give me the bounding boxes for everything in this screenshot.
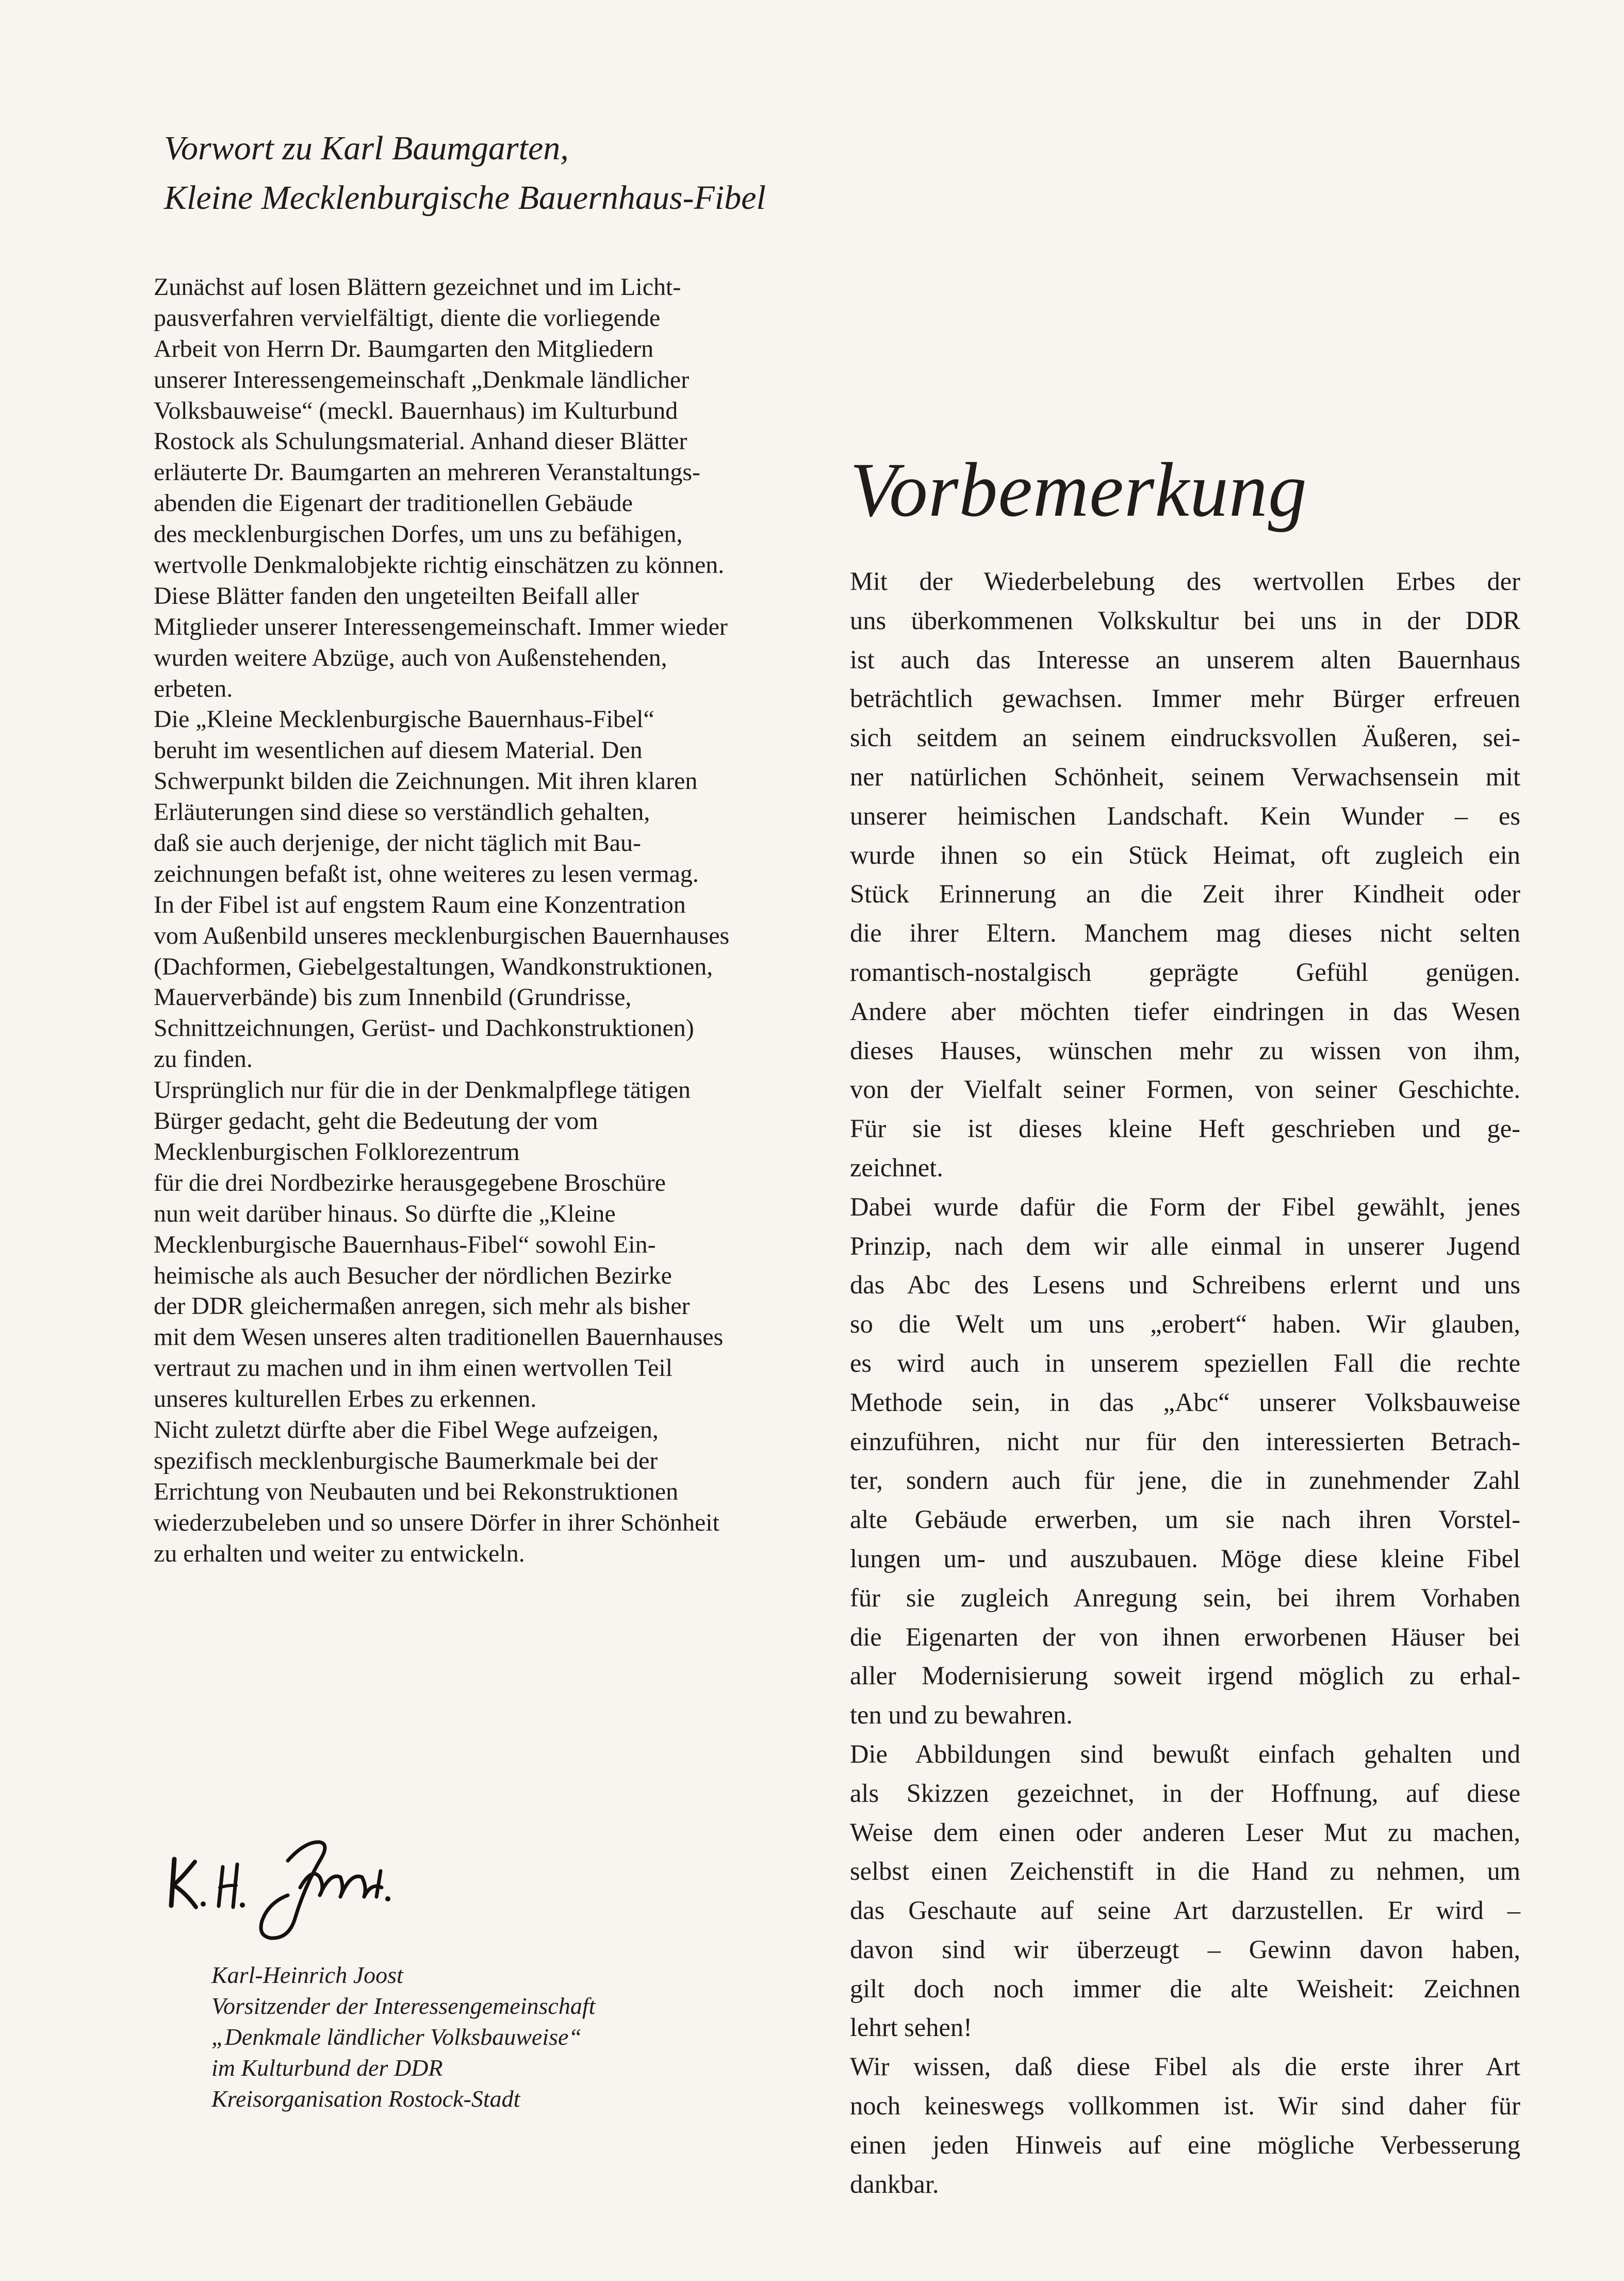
preface-line: Rostock als Schulungsmaterial. Anhand dieser Blätter <box>154 428 687 455</box>
foreword-line: lehrt sehen! <box>850 2013 972 2042</box>
preface-line: heimische als auch Besucher der nördlichen Bezirke <box>154 1261 672 1289</box>
preface-heading-line-2: Kleine Mecklenburgische Bauernhaus-Fibel <box>164 179 766 217</box>
foreword-line: beträchtlich gewachsen. Immer mehr Bürger erfreuen <box>850 684 1520 713</box>
preface-line: Bürger gedacht, geht die Bedeutung der vom <box>154 1107 598 1135</box>
preface-line: Mauerverbände) bis zum Innenbild (Grundrisse, <box>154 983 632 1011</box>
preface-line: Mitglieder unserer Interessengemeinschaft. Immer wieder <box>154 613 728 641</box>
foreword-line: Die Abbildungen sind bewußt einfach gehalten und <box>850 1739 1520 1768</box>
credit-name: Karl-Heinrich Joost <box>211 1962 403 1988</box>
handwritten-signature-icon <box>165 1810 454 1944</box>
foreword-line: das Abc des Lesens und Schreibens erlernt und uns <box>850 1270 1520 1300</box>
preface-line: pausverfahren vervielfältigt, diente die vorliegende <box>154 304 661 332</box>
foreword-line: das Geschaute auf seine Art darzustellen. Er wird – <box>850 1896 1520 1925</box>
foreword-line: noch keineswegs vollkommen ist. Wir sind daher für <box>850 2091 1520 2121</box>
foreword-title: Vorbemerkung <box>850 447 1307 533</box>
preface-line: Volksbauweise“ (meckl. Bauernhaus) im Kulturbund <box>154 397 678 424</box>
preface-line: Die „Kleine Mecklenburgische Bauernhaus-Fibel“ <box>154 705 654 733</box>
preface-line: In der Fibel ist auf engstem Raum eine Konzentration <box>154 891 686 918</box>
foreword-line: zeichnet. <box>850 1153 943 1182</box>
foreword-line: lungen um- und auszubauen. Möge diese kleine Fibel <box>850 1544 1520 1573</box>
foreword-line: die ihrer Eltern. Manchem mag dieses nicht selten <box>850 918 1520 948</box>
foreword-line: so die Welt um uns „erobert“ haben. Wir glauben, <box>850 1309 1520 1339</box>
preface-line: Schwerpunkt bilden die Zeichnungen. Mit ihren klaren <box>154 767 698 795</box>
foreword-line: Wir wissen, daß diese Fibel als die erste ihrer Art <box>850 2052 1520 2081</box>
preface-line: zeichnungen befaßt ist, ohne weiteres zu lesen vermag. <box>154 860 699 888</box>
foreword-line: von der Vielfalt seiner Formen, von seiner Geschichte. <box>850 1075 1520 1104</box>
foreword-line: selbst einen Zeichenstift in die Hand zu nehmen, um <box>850 1857 1520 1886</box>
preface-line: Errichtung von Neubauten und bei Rekonstruktionen <box>154 1478 679 1505</box>
credit-role: Vorsitzender der Interessengemeinschaft <box>211 1993 596 2019</box>
preface-line: Zunächst auf losen Blättern gezeichnet und im Licht- <box>154 273 681 301</box>
foreword-line: Prinzip, nach dem wir alle einmal in unserer Jugend <box>850 1231 1520 1260</box>
credit-block <box>211 1960 882 2114</box>
foreword-line: wurde ihnen so ein Stück Heimat, oft zugleich ein <box>850 840 1520 869</box>
preface-line: abenden die Eigenart der traditionellen Gebäude <box>154 489 633 517</box>
preface-line: der DDR gleichermaßen anregen, sich mehr als bisher <box>154 1292 690 1320</box>
foreword-line: sich seitdem an seinem eindrucksvollen Äußeren, sei- <box>850 723 1520 752</box>
preface-line: mit dem Wesen unseres alten traditionellen Bauernhauses <box>154 1323 724 1351</box>
preface-line: unseres kulturellen Erbes zu erkennen. <box>154 1385 537 1413</box>
foreword-line: gilt doch noch immer die alte Weisheit: Zeichnen <box>850 1974 1520 2003</box>
foreword-line: es wird auch in unserem speziellen Fall die rechte <box>850 1348 1520 1377</box>
foreword-line: Andere aber möchten tiefer eindringen in das Wesen <box>850 996 1520 1026</box>
preface-heading <box>164 124 834 223</box>
foreword-line: ist auch das Interesse an unserem alten Bauernhaus <box>850 645 1520 674</box>
preface-line: Nicht zuletzt dürfte aber die Fibel Wege aufzeigen, <box>154 1416 659 1443</box>
foreword-line: alte Gebäude erwerben, um sie nach ihren Vorstel- <box>850 1505 1520 1534</box>
preface-line: zu erhalten und weiter zu entwickeln. <box>154 1539 525 1567</box>
credit-organisation: „Denkmale ländlicher Volksbauweise“ <box>211 2024 582 2050</box>
foreword-line: einen jeden Hinweis auf eine mögliche Verbesserung <box>850 2130 1520 2159</box>
preface-heading-line-1: Vorwort zu Karl Baumgarten, <box>164 129 569 167</box>
foreword-line: ten und zu bewahren. <box>850 1700 1073 1730</box>
foreword-line: dieses Hauses, wünschen mehr zu wissen von ihm, <box>850 1036 1520 1065</box>
preface-line: Mecklenburgische Bauernhaus-Fibel“ sowohl Ein- <box>154 1230 656 1258</box>
preface-line: wertvolle Denkmalobjekte richtig einschätzen zu können. <box>154 551 725 579</box>
foreword-line: Methode sein, in das „Abc“ unserer Volksbauweise <box>850 1387 1520 1417</box>
preface-line: für die drei Nordbezirke herausgegebene Broschüre <box>154 1169 666 1196</box>
foreword-line: die Eigenarten der von ihnen erworbenen Häuser bei <box>850 1622 1520 1651</box>
foreword-line: aller Modernisierung soweit irgend möglich zu erhal- <box>850 1661 1520 1691</box>
foreword-line: als Skizzen gezeichnet, in der Hoffnung, auf diese <box>850 1778 1520 1808</box>
foreword-line: Für sie ist dieses kleine Heft geschrieben und ge- <box>850 1114 1520 1143</box>
preface-line: spezifisch mecklenburgische Baumerkmale bei der <box>154 1447 658 1474</box>
foreword-line: für sie zugleich Anregung sein, bei ihrem Vorhaben <box>850 1583 1520 1612</box>
preface-line: beruht im wesentlichen auf diesem Material. Den <box>154 736 643 764</box>
foreword-line: romantisch-nostalgisch geprägte Gefühl genügen. <box>850 957 1520 987</box>
foreword-line: ter, sondern auch für jene, die in zunehmender Zahl <box>850 1466 1520 1495</box>
preface-body <box>154 272 855 1569</box>
preface-line: Mecklenburgischen Folklorezentrum <box>154 1138 520 1166</box>
preface-line: Ursprünglich nur für die in der Denkmalpflege tätigen <box>154 1076 691 1104</box>
preface-line: (Dachformen, Giebelgestaltungen, Wandkonstruktionen, <box>154 953 713 980</box>
foreword-line: unserer heimischen Landschaft. Kein Wunder – es <box>850 801 1520 830</box>
foreword-line: Weise dem einen oder anderen Leser Mut zu machen, <box>850 1817 1520 1847</box>
preface-line: unserer Interessengemeinschaft „Denkmale ländlicher <box>154 366 690 393</box>
preface-line: Arbeit von Herrn Dr. Baumgarten den Mitgliedern <box>154 335 654 363</box>
preface-line: des mecklenburgischen Dorfes, um uns zu befähigen, <box>154 520 683 548</box>
preface-line: vertraut zu machen und in ihm einen wertvollen Teil <box>154 1354 673 1382</box>
preface-line: erbeten. <box>154 675 233 702</box>
preface-line: nun weit darüber hinaus. So dürfte die „Kleine <box>154 1200 616 1227</box>
preface-line: wurden weitere Abzüge, auch von Außenstehenden, <box>154 644 667 671</box>
foreword-line: davon sind wir überzeugt – Gewinn davon haben, <box>850 1934 1520 1964</box>
credit-association: im Kulturbund der DDR <box>211 2055 443 2081</box>
preface-line: erläuterte Dr. Baumgarten an mehreren Veranstaltungs- <box>154 458 701 486</box>
foreword-line: Stück Erinnerung an die Zeit ihrer Kindheit oder <box>850 879 1520 909</box>
foreword-line: Mit der Wiederbelebung des wertvollen Erbes der <box>850 567 1520 596</box>
foreword-line: ner natürlichen Schönheit, seinem Verwachsensein mit <box>850 762 1520 791</box>
preface-line: Schnittzeichnungen, Gerüst- und Dachkonstruktionen) <box>154 1014 694 1042</box>
foreword-line: uns überkommenen Volkskultur bei uns in der DDR <box>850 605 1520 635</box>
foreword-body <box>850 562 1520 2204</box>
foreword-line: Dabei wurde dafür die Form der Fibel gewählt, jenes <box>850 1192 1520 1221</box>
preface-line: Diese Blätter fanden den ungeteilten Beifall aller <box>154 582 639 610</box>
signature <box>165 1810 454 1944</box>
credit-branch: Kreisorganisation Rostock-Stadt <box>211 2086 520 2112</box>
foreword-line: einzuführen, nicht nur für den interessierten Betrach- <box>850 1426 1520 1456</box>
preface-line: daß sie auch derjenige, der nicht täglich mit Bau- <box>154 829 641 857</box>
preface-line: zu finden. <box>154 1045 253 1073</box>
foreword-line: dankbar. <box>850 2169 939 2198</box>
preface-line: Erläuterungen sind diese so verständlich gehalten, <box>154 798 650 826</box>
preface-line: wiederzubeleben und so unsere Dörfer in ihrer Schönheit <box>154 1508 719 1536</box>
preface-line: vom Außenbild unseres mecklenburgischen Bauernhauses <box>154 922 730 949</box>
